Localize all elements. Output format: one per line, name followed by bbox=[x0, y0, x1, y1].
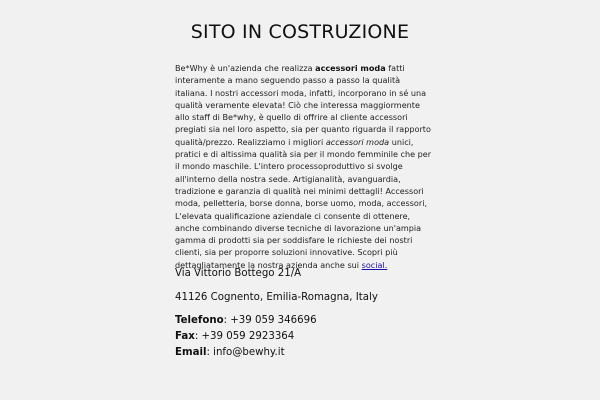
email-label: Email bbox=[175, 347, 207, 358]
city-line: 41126 Cognento, Emilia-Romagna, Italy bbox=[175, 292, 378, 303]
phone-value: : +39 059 346696 bbox=[223, 315, 317, 326]
description-bold-keyword: accessori moda bbox=[315, 63, 386, 73]
description-text-2: fatti interamente a mano seguendo passo a passo la qualità italiana. I nostri accessori moda, infatti, incorporano in sé una qualità veramente elevata! Ciò che interessa maggiormente allo staff di Be*why, è quello di offrire al cliente accessori pregiati sia nel loro aspetto, sia per quanto riguarda il rapporto qualità/prezzo. Realizziamo i migliori bbox=[175, 63, 431, 147]
description-text-1: Be*Why è un'azienda che realizza bbox=[175, 63, 316, 73]
description-italic-keyword: accessori moda bbox=[325, 136, 390, 147]
page-title: SITO IN COSTRUZIONE bbox=[190, 21, 410, 43]
email-value: : info@bewhy.it bbox=[206, 347, 285, 358]
fax-label: Fax bbox=[175, 331, 195, 342]
fax-line bbox=[175, 330, 294, 344]
description-text-3: unici, pratici e di altissima qualità sia per il mondo femminile che per il mondo maschile. L'intero processoproduttivo si svolge all'interno della nostra sede. Artigianalità, avanguardia, tradizione e garanzia di qualità nei minimi dettagli! Accessori moda, pelletteria, borse donna, borse uomo, moda, accessori, L'elevata qualificazione aziendale ci consente di ottenere, anche combinando diverse tecniche di lavorazione un'ampia gamma di prodotti sia per soddisfare le richieste dei nostri clienti, sia per proporre soluzioni innovative. Scopri più dettagliatamente la nostra azienda anche sui bbox=[175, 136, 432, 270]
email-line bbox=[175, 346, 285, 360]
address-line: Via Vittorio Bottego 21/A bbox=[175, 268, 302, 279]
social-link[interactable]: social. bbox=[361, 259, 388, 270]
phone-label: Telefono bbox=[175, 315, 224, 326]
company-description bbox=[175, 62, 433, 271]
phone-line bbox=[175, 314, 317, 328]
fax-value: : +39 059 2923364 bbox=[194, 331, 295, 342]
